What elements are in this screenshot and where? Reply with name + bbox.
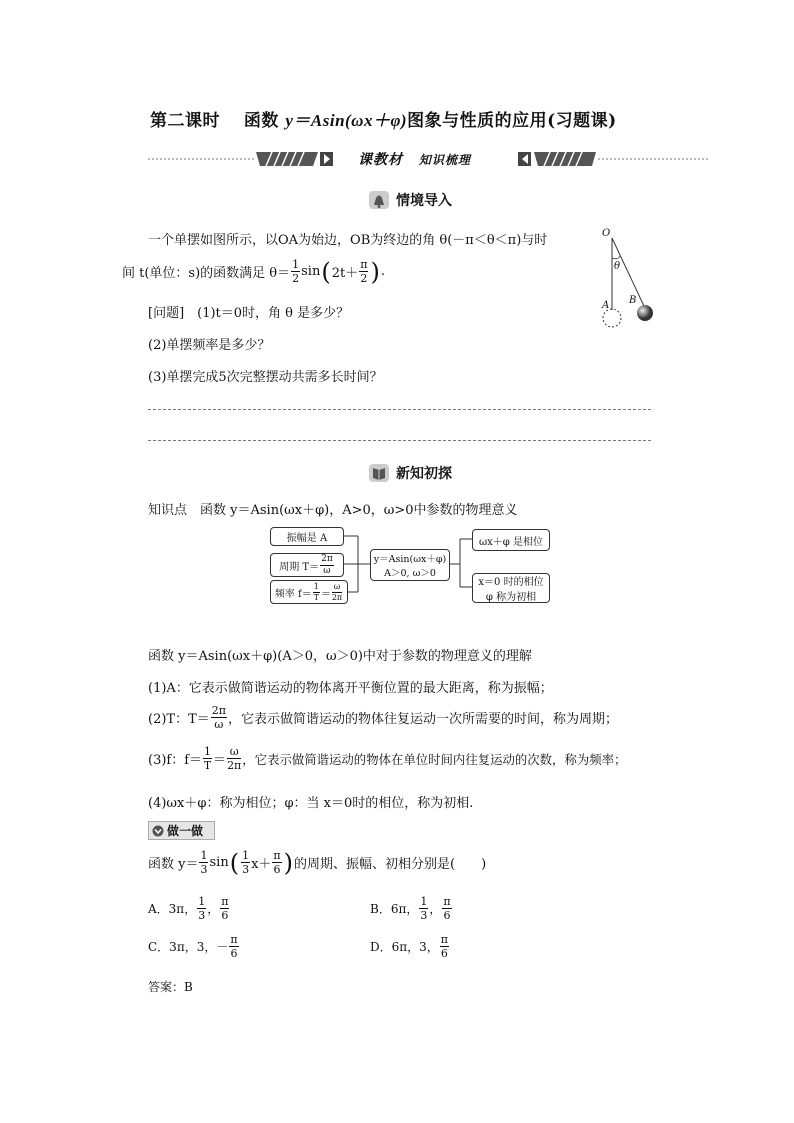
point-3-prefix: (3)f：f＝ [148,753,203,768]
scenario-para-2-prefix: 间 t(单位：s)的函数满足 θ＝ [122,266,291,281]
section-heading-new-knowledge-text: 新知初探 [396,466,452,482]
option-c-prefix: C．3π，3，－ [148,940,229,954]
option-a-prefix: A．3π， [148,902,197,916]
frac-num: ω [333,581,341,591]
frac-den: 3 [198,909,206,922]
scenario-para-2: 间 t(单位：s)的函数满足 θ＝ $\frac{1}{2}$ sin ( 2t＋ $\frac{\pi}{2}$ ) . [122,257,385,286]
exercise-suffix: 的周期、振幅、初相分别是( ) [294,857,487,872]
question-1: [问题] (1)t＝0时，角 θ 是多少？ [148,306,350,321]
title-lesson: 第二课时 [150,111,220,131]
frac-num: 2π [321,553,333,564]
knowledge-point: 知识点 函数 y＝Asin(ωx＋φ)，A>0，ω>0中参数的物理意义 [148,503,518,518]
option-c [148,934,240,959]
frac-num: 1 [204,745,212,758]
pendulum-figure [592,228,662,333]
understanding-heading: 函数 y＝Asin(ωx＋φ)(A＞0，ω＞0)中对于参数的物理意义的理解 [148,649,532,664]
initial-phase-line-1: x＝0 时的相位 [478,577,544,588]
initial-phase-box [472,573,550,603]
frac-den: 3 [242,863,250,876]
option-b-prefix: B．6π， [370,902,419,916]
section-heading-new-knowledge [368,463,452,483]
frequency-box [270,580,348,604]
frac-den: 6 [221,909,229,922]
exercise-prefix: 函数 y＝ [148,857,199,872]
frac-num: 2π [211,704,226,717]
freq-eq: ＝ [320,588,331,600]
label-theta: θ [614,261,621,272]
scenario-end: . [380,264,385,279]
frac-num: 1 [198,895,206,908]
answer-line-2 [148,440,651,441]
frac-num: π [221,895,229,908]
section-heading-scenario [368,190,452,210]
book-icon [368,463,390,483]
title-suffix: 图象与性质的应用(习题课) [407,111,617,131]
banner-text-1: 课教材 [358,152,403,168]
point-2-suffix: ，它表示做简谐运动的物体往复运动一次所需要的时间，称为周期； [228,712,619,727]
period-box [270,553,344,577]
answer: 答案：B [148,980,193,994]
function-line-2: A＞0, ω＞0 [384,568,436,579]
point-4: (4)ωx＋φ：称为相位；φ：当 x＝0时的相位，称为初相. [148,796,474,811]
point-3-eq: ＝ [213,753,227,768]
frac-num: π [360,258,368,271]
phase-box: ωx＋φ 是相位 [472,529,550,551]
point-3 [148,746,626,771]
bell-icon [368,190,390,210]
option-b: B．6π， $\frac{1}{3}$ ， $\frac{\pi}{6}$ [370,895,451,922]
scenario-inner: 2t＋ [331,266,359,281]
frac-den: 2π [227,759,242,772]
frac-den: 6 [440,947,448,960]
frac-num: π [230,933,238,946]
label-a: A [602,300,610,311]
frac-den: 2π [331,592,343,602]
title-func-expr: y＝Asin(ωx＋φ) [285,111,408,130]
frac-den: 2 [360,272,368,285]
exercise-sin: sin [209,855,229,870]
point-2-prefix: (2)T：T＝ [148,712,210,727]
function-line-1: y＝Asin(ωx＋φ) [373,554,447,565]
amplitude-box: 振幅是 A [270,527,344,546]
frac-num: π [440,933,449,946]
question-2: (2)单摆频率是多少？ [148,338,271,353]
period-prefix: 周期 T＝ [279,561,320,573]
initial-phase-line-2: φ 称为初相 [485,592,537,603]
frac-num: 1 [420,895,428,908]
point-3-suffix: ，它表示做简谐运动的物体在单位时间内往复运动的次数，称为频率； [242,751,627,767]
frac-num: π [443,895,451,908]
label-b: B [629,295,637,306]
parameter-diagram [268,525,550,605]
frac-num: 1 [292,258,300,271]
answer-line-1 [148,409,651,410]
scenario-sin: sin [301,264,321,279]
question-3: (3)单摆完成5次完整摆动共需多长时间？ [148,370,383,385]
frac-den: ω [214,718,224,731]
exercise-x: x＋ [251,857,272,872]
point-2 [148,705,618,730]
frac-den: 6 [273,863,281,876]
section-heading-scenario-text: 情境导入 [396,193,452,209]
frac-num: 1 [313,581,319,591]
frac-den: 2 [292,272,300,285]
frac-num: 1 [242,849,250,862]
exercise-badge-label: 做一做 [167,824,204,838]
page-title [150,106,617,131]
chevron-down-icon [152,825,164,837]
frac-den: 6 [443,909,451,922]
scenario-para-1: 一个单摆如图所示，以OA为始边，OB为终边的角 θ(－π＜θ＜π)与时 [148,233,548,248]
exercise-badge [148,821,215,840]
point-1: (1)A：它表示做简谐运动的物体离开平衡位置的最大距离，称为振幅； [148,681,553,696]
banner-text-2: 知识梳理 [418,153,471,167]
title-func-prefix: 函数 [243,111,279,131]
label-o: O [602,228,611,239]
frac-den: 6 [230,947,238,960]
frac-den: T [203,759,212,772]
frac-den: 3 [420,909,428,922]
option-a: A．3π， $\frac{1}{3}$ ， $\frac{\pi}{6}$ [148,895,229,922]
frac-num: π [273,849,281,862]
exercise-question: 函数 y＝ $\frac{1}{3}$ sin ( $\frac{1}{3}$ x＋ $\frac{\pi}{6}$ ) 的周期、振幅、初相分别是( ) [148,848,487,877]
frac-den: 3 [200,863,208,876]
freq-prefix: 频率 f＝ [274,588,312,600]
frac-den: ω [323,565,331,576]
frac-num: 1 [200,849,208,862]
frac-den: T [313,592,319,602]
frac-num: ω [227,746,241,759]
section-banner [148,150,708,168]
option-d [370,934,450,959]
option-d-prefix: D．6π，3， [370,940,439,954]
function-box [370,549,450,581]
